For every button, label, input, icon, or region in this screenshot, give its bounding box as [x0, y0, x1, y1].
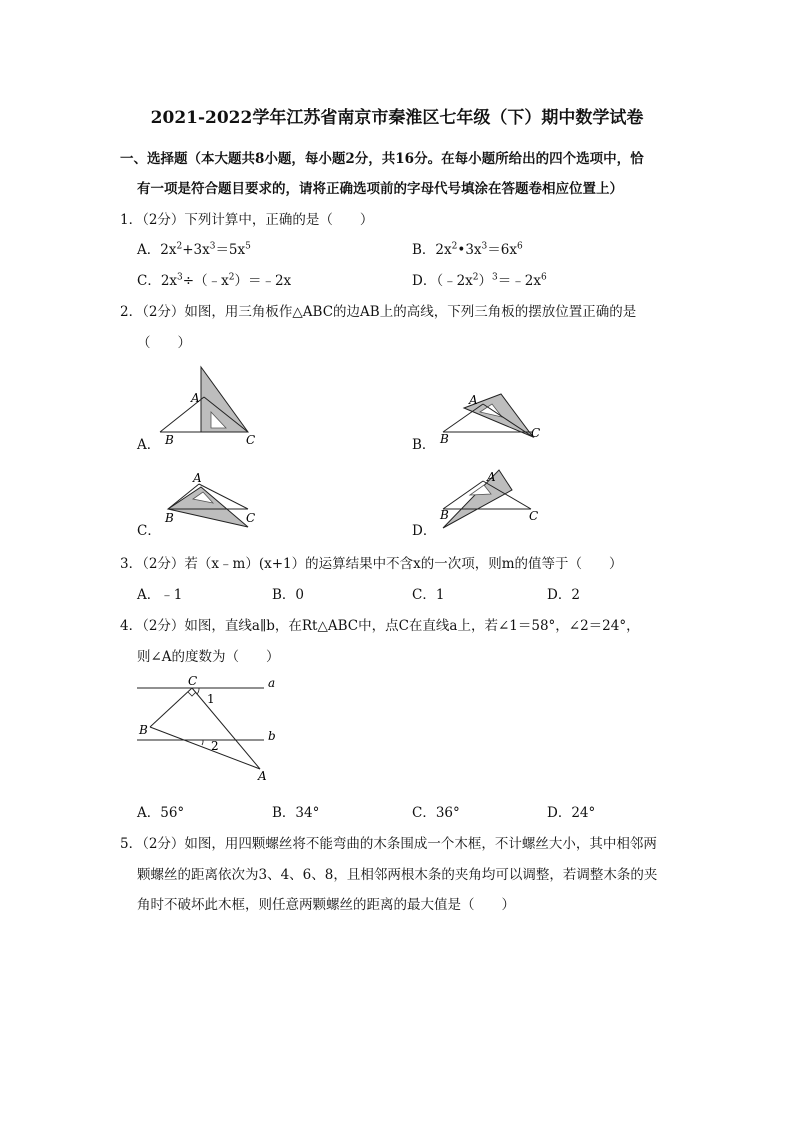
point-c-label: C — [246, 433, 256, 447]
figure-2d — [439, 470, 538, 528]
question-1-option-a: A．$2x^2+3x^3=5x^5$ — [137, 241, 251, 258]
angle-2-arc — [202, 740, 203, 745]
question-1-option-d: D．$(﹣2x^2)^3=﹣2x^6$ — [412, 272, 547, 289]
line-a-label: a — [268, 676, 276, 690]
point-a-label: A — [258, 769, 267, 783]
point-b-label: B — [139, 723, 148, 737]
section-header-line1: 一、选择题（本大题共8小题，每小题2分，共16分。在每小题所给出的四个选项中，恰 — [120, 151, 644, 167]
question-4-option-a: A．56° — [137, 805, 185, 821]
point-c-label: C — [529, 509, 539, 523]
question-4-stem-line2: 则∠A的度数为（ ） — [137, 649, 280, 665]
question-1-stem: 1．（2分）下列计算中，正确的是（ ） — [120, 212, 374, 228]
question-5-line3: 角时不破坏此木框，则任意两颗螺丝的距离的最大值是（ ） — [137, 897, 515, 913]
side-ba — [150, 727, 260, 769]
question-1-option-b: B．$2x^2•3x^3=6x^6$ — [412, 241, 523, 258]
figure-2b — [439, 393, 540, 446]
side-ca — [192, 688, 260, 769]
side-ba-b — [443, 404, 483, 432]
figure-2a — [160, 367, 255, 447]
side-cb — [150, 688, 192, 727]
point-b-label: B — [440, 508, 449, 522]
question-4-option-c: C．36° — [412, 805, 460, 821]
point-b-label: B — [440, 432, 449, 446]
question-2-option-a-label: A． — [137, 437, 161, 453]
page-title: 2021-2022学年江苏省南京市秦淮区七年级（下）期中数学试卷 — [150, 108, 644, 128]
question-3-option-b: B．0 — [272, 587, 305, 603]
point-c-label: C — [246, 511, 256, 525]
set-square-a — [201, 367, 248, 432]
question-3-option-c: C．1 — [412, 587, 445, 603]
section-header-line2: 有一项是符合题目要求的，请将正确选项前的字母代号填涂在答题卷相应位置上） — [137, 181, 623, 197]
question-4-stem-line1: 4．（2分）如图，直线a∥b，在Rt△ABC中，点C在直线a上，若∠1＝58°，∠2＝24°， — [120, 618, 640, 634]
question-2-option-d-label: D． — [412, 523, 437, 539]
question-3-option-d: D．2 — [547, 587, 580, 603]
point-b-label: B — [165, 433, 174, 447]
point-c-label: C — [188, 674, 198, 688]
set-square-d — [443, 470, 512, 528]
question-3-option-a: A．﹣1 — [137, 587, 183, 603]
point-a-label: A — [193, 471, 202, 485]
question-2-option-b-label: B． — [412, 437, 436, 453]
angle-1-arc — [197, 688, 199, 694]
figure-2c — [164, 471, 255, 527]
point-a-label: A — [487, 470, 496, 484]
question-4-option-b: B．34° — [272, 805, 320, 821]
line-b-label: b — [268, 729, 276, 743]
point-b-label: B — [165, 511, 174, 525]
question-1-option-c: C．$2x^3\div(﹣x^2)=﹣2x$ — [137, 272, 292, 289]
question-5-line1: 5．（2分）如图，用四颗螺丝将不能弯曲的木条围成一个木框，不计螺丝大小，其中相邻两 — [120, 836, 657, 852]
set-square-c — [168, 487, 248, 527]
figure-4 — [137, 674, 276, 783]
point-a-label: A — [469, 393, 478, 407]
question-2-option-c-label: C． — [137, 523, 161, 539]
question-2-stem-line1: 2．（2分）如图，用三角板作△ABC的边AB上的高线，下列三角板的摆放位置正确的是 — [120, 304, 637, 320]
right-angle-mark — [188, 692, 196, 696]
angle-1-label: 1 — [207, 692, 215, 706]
question-2-stem-line2: （ ） — [137, 335, 191, 351]
question-4-option-d: D．24° — [547, 805, 596, 821]
angle-2-label: 2 — [211, 739, 219, 753]
point-a-label: A — [191, 391, 200, 405]
point-c-label: C — [531, 426, 541, 440]
question-3-stem: 3．（2分）若（x﹣m）(x+1）的运算结果中不含x的一次项，则m的值等于（ ） — [120, 556, 623, 572]
question-5-line2: 颗螺丝的距离依次为3、4、6、8，且相邻两根木条的夹角均可以调整，若调整木条的夹 — [137, 867, 658, 883]
